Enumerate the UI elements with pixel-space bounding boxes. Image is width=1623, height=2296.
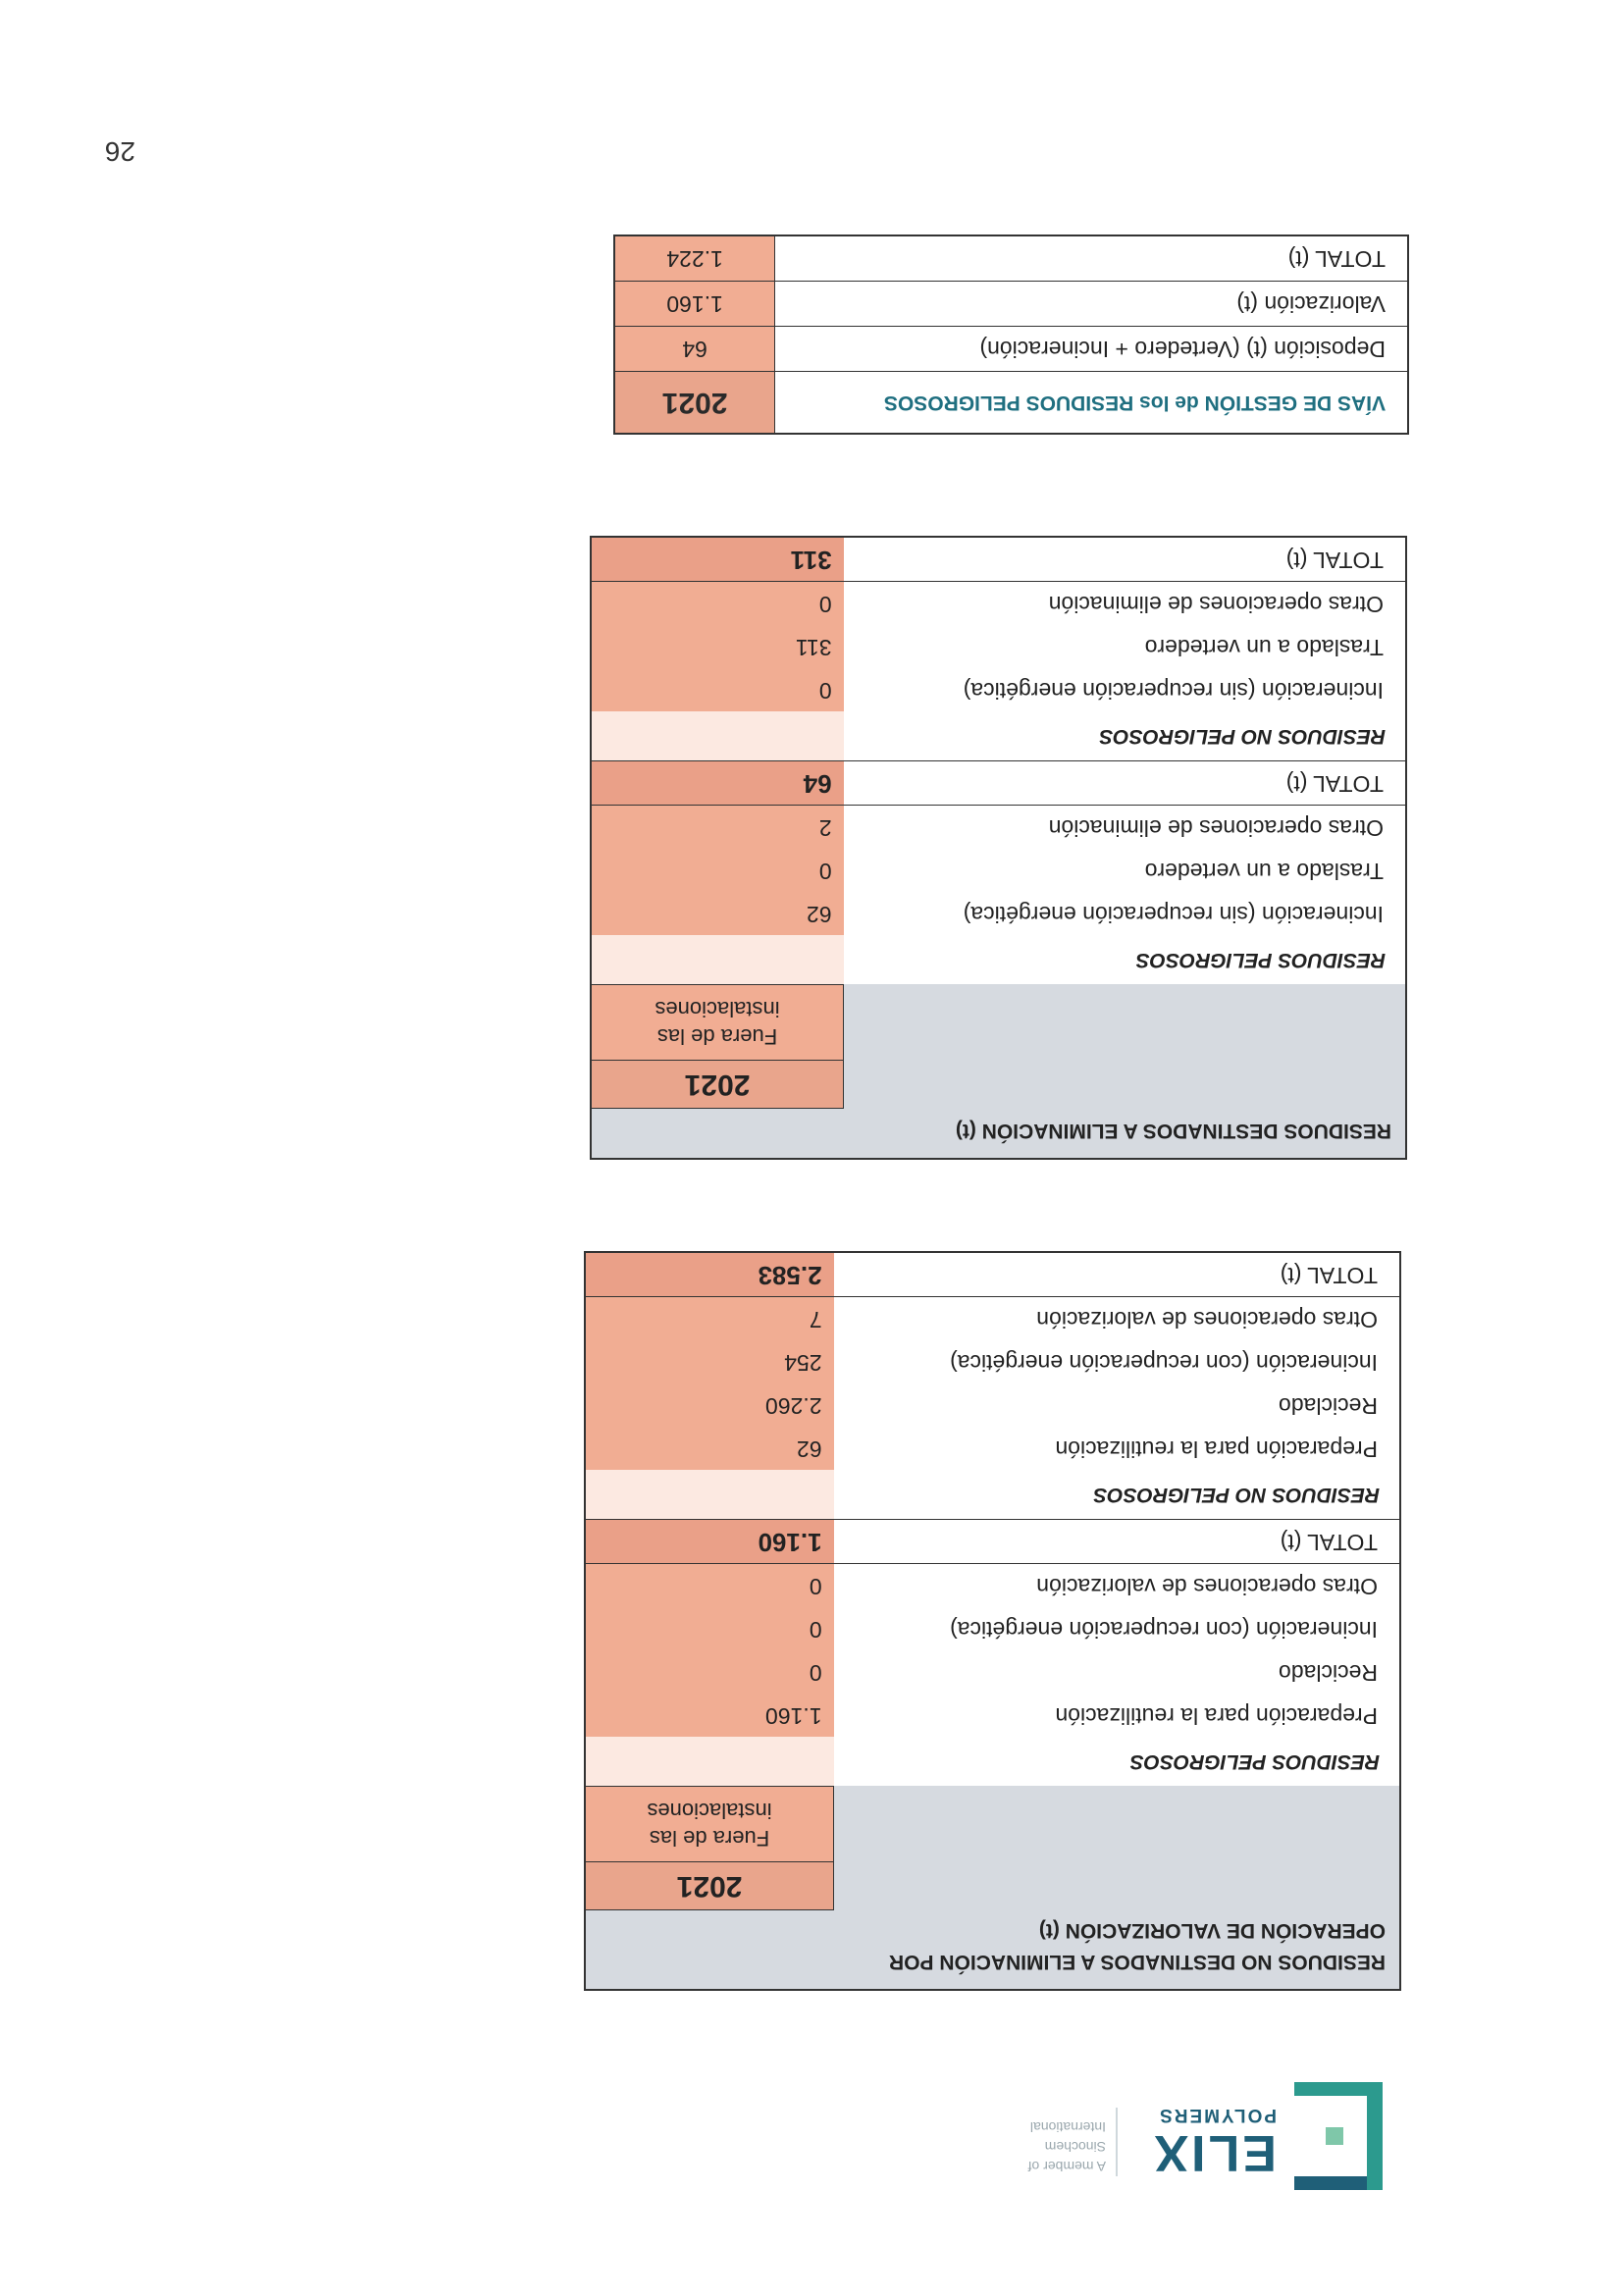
logo-polymers-text: POLYMERS: [1158, 2105, 1277, 2125]
row-value: 254: [585, 1341, 834, 1384]
logo-wordmark: [1151, 2104, 1277, 2181]
row-value: 0: [591, 582, 844, 626]
table-eliminacion: [590, 537, 1407, 1161]
row-label: Valorización (t): [775, 282, 1408, 327]
table-title: VÍAS DE GESTIÓN de los RESIDUOS PELIGROSOS: [775, 372, 1408, 435]
row-label: Otras operaciones de valorización: [834, 1564, 1400, 1608]
total-label: TOTAL (t): [834, 1253, 1400, 1298]
logo-tagline: [1028, 2117, 1106, 2176]
row-label: Reciclado: [834, 1384, 1400, 1428]
row-value: 64: [614, 327, 775, 372]
row-label: Incineración (con recuperación energética): [834, 1608, 1400, 1651]
row-label: Incineración (con recuperación energética): [834, 1341, 1400, 1384]
row-value: 0: [591, 850, 844, 893]
row-label: Otras operaciones de eliminación: [844, 806, 1406, 850]
location-header: Fuera de las instalaciones: [591, 985, 844, 1061]
row-value: 2: [591, 806, 844, 850]
row-value: 62: [585, 1428, 834, 1471]
total-value: 1.160: [585, 1520, 834, 1564]
total-label: TOTAL (t): [834, 1520, 1400, 1564]
total-value: 64: [591, 761, 844, 806]
total-label: TOTAL (t): [844, 761, 1406, 806]
section-heading: RESIDUOS NO PELIGROSOS: [834, 1471, 1400, 1521]
year-header: 2021: [614, 372, 775, 435]
logo-tagline-line: A member of: [1027, 2159, 1106, 2174]
row-label: Traslado a un vertedero: [844, 626, 1406, 669]
logo-divider: [1116, 2108, 1118, 2176]
row-value: 0: [585, 1608, 834, 1651]
table-title: RESIDUOS DESTINADOS A ELIMINACIÓN (t): [844, 985, 1406, 1160]
row-label: Reciclado: [834, 1651, 1400, 1695]
row-value: 62: [591, 893, 844, 936]
logo-elix-text: ELIX: [1151, 2124, 1277, 2181]
total-value: 2.583: [585, 1253, 834, 1298]
total-value: 311: [591, 538, 844, 583]
row-label: Otras operaciones de valorización: [834, 1297, 1400, 1341]
year-header: 2021: [591, 1061, 844, 1109]
logo-tagline-line: Sinochem: [1044, 2139, 1106, 2155]
year-header: 2021: [585, 1862, 834, 1910]
row-label: Otras operaciones de eliminación: [844, 582, 1406, 626]
table-valorizacion: [584, 1252, 1401, 1992]
row-label: Preparación para la reutilización: [834, 1428, 1400, 1471]
row-label: Incineración (sin recuperación energética): [844, 669, 1406, 712]
row-value: 311: [591, 626, 844, 669]
row-value: 1.160: [585, 1695, 834, 1738]
row-value: 0: [585, 1564, 834, 1608]
row-label: Preparación para la reutilización: [834, 1695, 1400, 1738]
row-value: 2.260: [585, 1384, 834, 1428]
logo-tagline-line: International: [1029, 2119, 1106, 2135]
logo-mark-icon: [1294, 2082, 1383, 2190]
location-header: Fuera de las instalaciones: [585, 1787, 834, 1862]
row-value: 7: [585, 1297, 834, 1341]
total-label: TOTAL (t): [844, 538, 1406, 583]
table-vias-gestion: [613, 235, 1409, 435]
row-value: 1.160: [614, 282, 775, 327]
total-label: TOTAL (t): [775, 235, 1408, 282]
section-heading: RESIDUOS PELIGROSOS: [834, 1738, 1400, 1787]
section-heading: RESIDUOS PELIGROSOS: [844, 936, 1406, 985]
row-value: 0: [585, 1651, 834, 1695]
page-number: 26: [104, 136, 135, 167]
row-value: 0: [591, 669, 844, 712]
row-label: Deposición (t) (Vertedero + Incineración): [775, 327, 1408, 372]
total-value: 1.224: [614, 235, 775, 282]
row-label: Incineración (sin recuperación energética): [844, 893, 1406, 936]
table-title: RESIDUOS NO DESTINADOS A ELIMINACIÓN POR OPERACIÓN DE VALORIZACIÓN (t): [834, 1787, 1400, 1991]
row-label: Traslado a un vertedero: [844, 850, 1406, 893]
section-heading: RESIDUOS NO PELIGROSOS: [844, 712, 1406, 762]
